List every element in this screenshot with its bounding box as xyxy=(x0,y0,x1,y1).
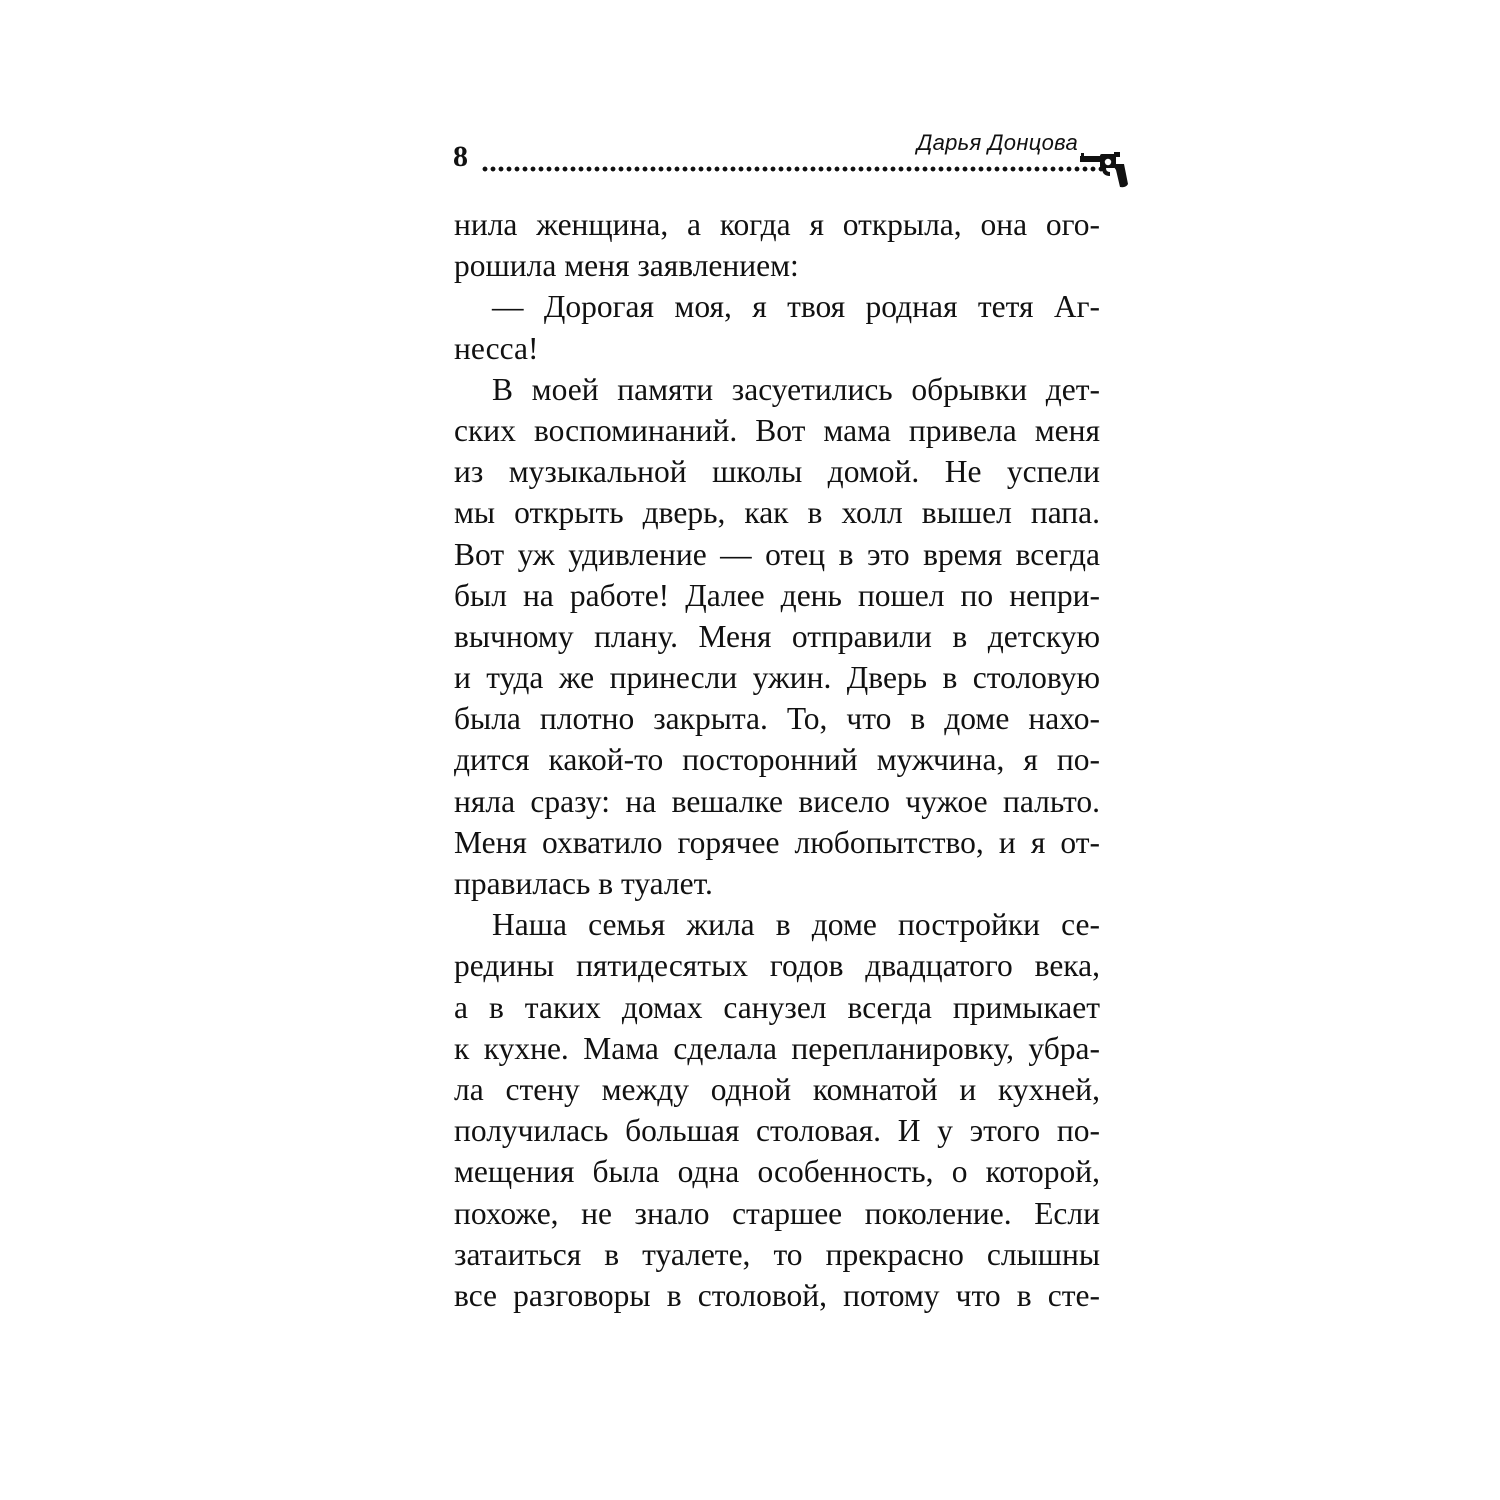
text-line: к кухне. Мама сделала перепланировку, убра- xyxy=(454,1030,1100,1066)
text-line: была плотно закрыта. То, что в доме нахо- xyxy=(454,701,1100,737)
running-header xyxy=(453,128,1128,190)
text-line: был на работе! Далее день пошел по непри- xyxy=(454,577,1100,613)
text-line: — Дорогая моя, я твоя родная тетя Аг- xyxy=(492,289,1100,325)
text-line: Вот уж удивление — отец в это время всегда xyxy=(454,536,1100,572)
text-line: а в таких домах санузел всегда примыкает xyxy=(454,989,1100,1025)
text-line: няла сразу: на вешалке висело чужое пальто. xyxy=(454,783,1100,819)
text-line: получилась большая столовая. И у этого по- xyxy=(454,1113,1100,1149)
text-line: из музыкальной школы домой. Не успели xyxy=(454,454,1100,490)
text-line: рошила меня заявлением: xyxy=(454,248,799,284)
text-line: несса! xyxy=(454,330,539,366)
body-text xyxy=(454,204,1100,1316)
text-line: Наша семья жила в доме постройки се- xyxy=(492,907,1100,943)
text-line: мы открыть дверь, как в холл вышел папа. xyxy=(454,495,1100,531)
text-line: и туда же принесли ужин. Дверь в столовую xyxy=(454,660,1100,696)
text-line: все разговоры в столовой, потому что в сте- xyxy=(454,1277,1100,1313)
dot-leader xyxy=(481,166,1103,172)
text-line: Меня охватило горячее любопытство, и я от- xyxy=(454,824,1100,860)
page-number: 8 xyxy=(453,140,468,173)
text-line: дится какой-то посторонний мужчина, я по- xyxy=(454,742,1100,778)
running-author: Дарья Донцова xyxy=(916,130,1078,155)
text-line: нила женщина, а когда я открыла, она ого- xyxy=(454,207,1100,242)
text-line: правилась в туалет. xyxy=(454,866,713,901)
text-line: затаиться в туалете, то прекрасно слышны xyxy=(454,1236,1100,1272)
text-line: похоже, не знало старшее поколение. Если xyxy=(454,1195,1100,1231)
text-line: вычному плану. Меня отправили в детскую xyxy=(454,618,1100,654)
revolver-icon xyxy=(1080,150,1128,188)
text-line: ских воспоминаний. Вот мама привела меня xyxy=(454,412,1100,448)
text-line: В моей памяти засуетились обрывки дет- xyxy=(492,371,1100,407)
text-line: редины пятидесятых годов двадцатого века, xyxy=(454,948,1100,984)
text-line: мещения была одна особенность, о которой, xyxy=(454,1154,1100,1190)
text-line: ла стену между одной комнатой и кухней, xyxy=(454,1071,1100,1107)
